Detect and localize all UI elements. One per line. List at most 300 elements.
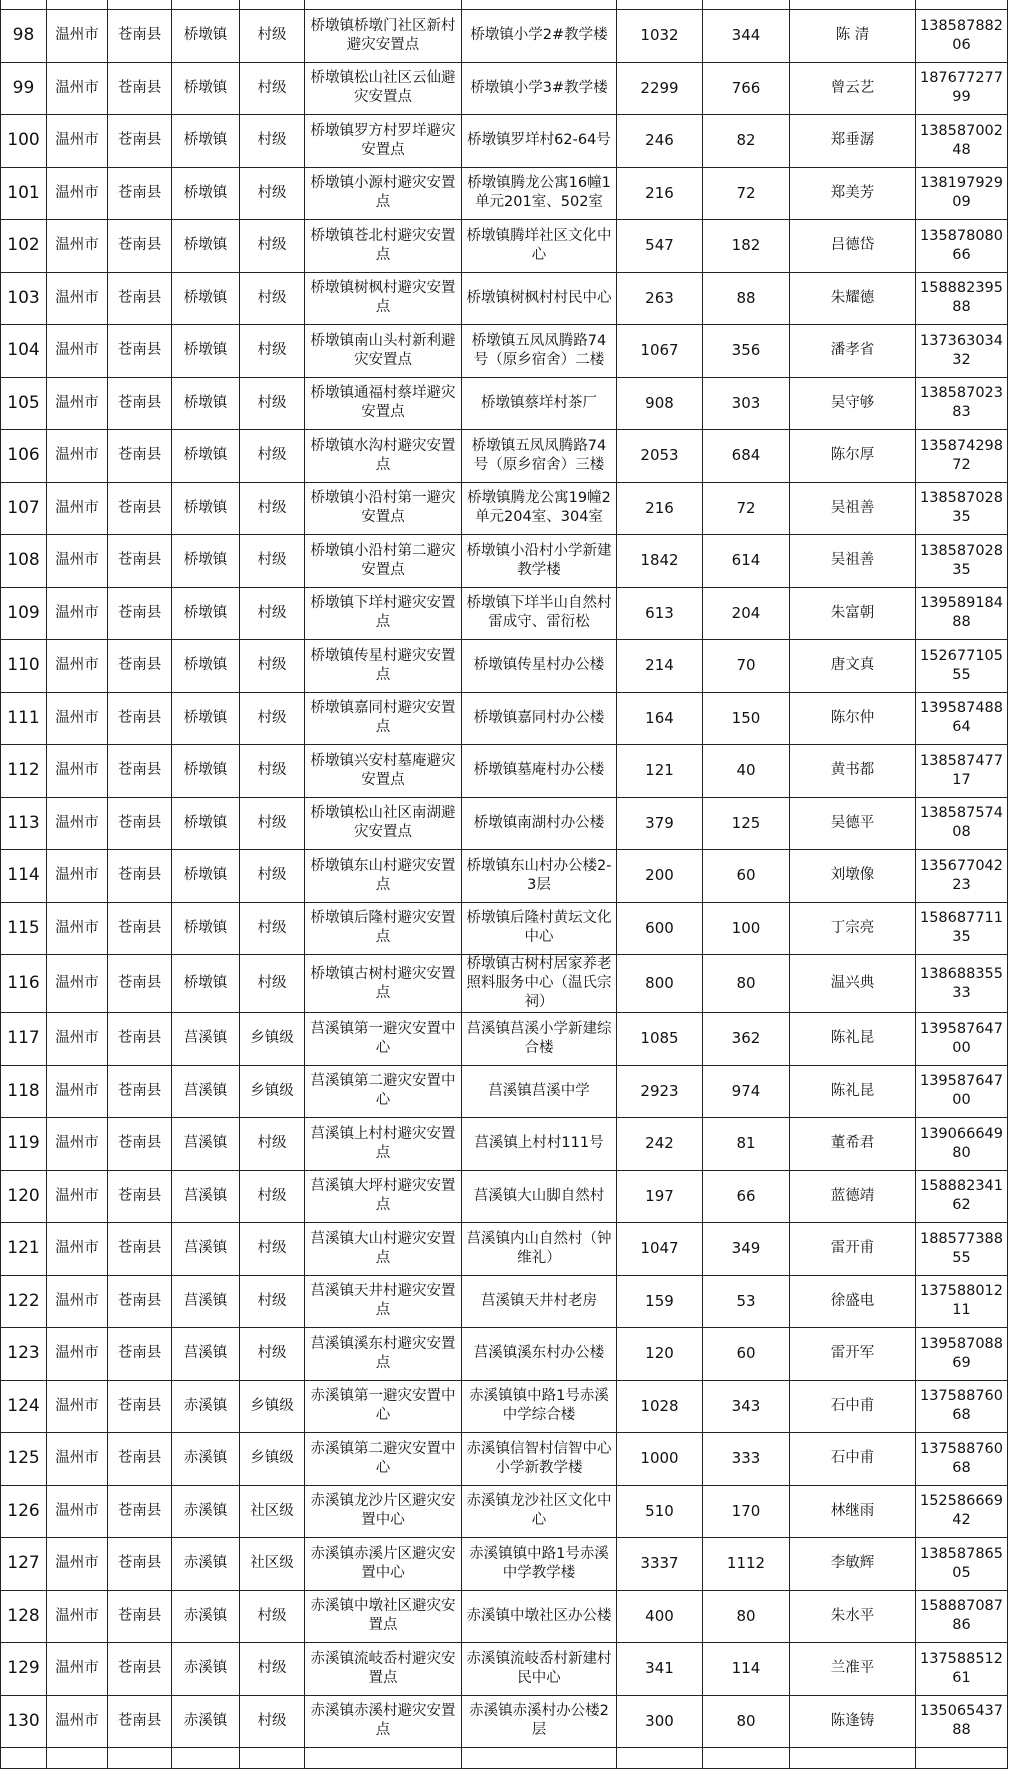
- area-cell: 70: [703, 640, 790, 693]
- row-number-cell: 99: [1, 62, 47, 115]
- phone-cell: 13858702835: [916, 482, 1008, 535]
- phone-cell: 13736303432: [916, 325, 1008, 378]
- level-cell: 村级: [240, 62, 305, 115]
- area-cell: 333: [703, 1433, 790, 1486]
- shelter-name-cell: 桥墩镇下垟村避灾安置点: [305, 587, 462, 640]
- county-cell: 苍南县: [108, 1118, 172, 1171]
- phone-cell: 13868835533: [916, 955, 1008, 1013]
- level-cell: 村级: [240, 850, 305, 903]
- phone-cell: 13906664980: [916, 1118, 1008, 1171]
- city-cell: 温州市: [47, 640, 108, 693]
- town-cell: 莒溪镇: [172, 1065, 240, 1118]
- location-cell: 赤溪镇龙沙社区文化中心: [462, 1485, 617, 1538]
- row-number-cell: 107: [1, 482, 47, 535]
- town-cell: 桥墩镇: [172, 482, 240, 535]
- row-number-cell: 122: [1, 1275, 47, 1328]
- table-row: [1, 325, 1008, 378]
- county-cell: 苍南县: [108, 430, 172, 483]
- table-row: [1, 10, 1008, 63]
- city-cell: 温州市: [47, 535, 108, 588]
- shelter-name-cell: 桥墩镇苍北村避灾安置点: [305, 220, 462, 273]
- area-cell: 40: [703, 745, 790, 798]
- shelter-name-cell: 莒溪镇大坪村避灾安置点: [305, 1170, 462, 1223]
- shelter-name-cell: 桥墩镇古树村避灾安置点: [305, 955, 462, 1013]
- phone-cell: 13958708869: [916, 1328, 1008, 1381]
- phone-cell: 13758851261: [916, 1643, 1008, 1696]
- area-cell: 66: [703, 1170, 790, 1223]
- shelter-name-cell: 桥墩镇通福村蔡垟避灾安置点: [305, 377, 462, 430]
- phone-cell: 13858747717: [916, 745, 1008, 798]
- location-cell: 桥墩镇罗垟村62-64号: [462, 115, 617, 168]
- city-cell: 温州市: [47, 1170, 108, 1223]
- shelter-name-cell: 赤溪镇中墩社区避灾安置点: [305, 1590, 462, 1643]
- table-row: [1, 62, 1008, 115]
- table-row: [1, 1275, 1008, 1328]
- row-number-cell: 120: [1, 1170, 47, 1223]
- city-cell: 温州市: [47, 1695, 108, 1748]
- phone-cell: 13958764700: [916, 1065, 1008, 1118]
- capacity-cell: 216: [617, 167, 703, 220]
- row-number-cell: 102: [1, 220, 47, 273]
- county-cell: 苍南县: [108, 955, 172, 1013]
- level-cell: 村级: [240, 1695, 305, 1748]
- row-number-cell: 130: [1, 1695, 47, 1748]
- capacity-cell: 300: [617, 1695, 703, 1748]
- town-cell: 桥墩镇: [172, 430, 240, 483]
- capacity-cell: 200: [617, 850, 703, 903]
- contact-person-cell: 曾云艺: [790, 62, 916, 115]
- phone-cell: 13587429872: [916, 430, 1008, 483]
- location-cell: 莒溪镇天井村老房: [462, 1275, 617, 1328]
- contact-person-cell: 陈尔厚: [790, 430, 916, 483]
- phone-cell: 15868771135: [916, 902, 1008, 955]
- county-cell: 苍南县: [108, 745, 172, 798]
- row-number-cell: 104: [1, 325, 47, 378]
- contact-person-cell: 朱耀德: [790, 272, 916, 325]
- row-number-cell: 123: [1, 1328, 47, 1381]
- county-cell: 苍南县: [108, 377, 172, 430]
- row-number-cell: 121: [1, 1223, 47, 1276]
- contact-person-cell: 唐文真: [790, 640, 916, 693]
- level-cell: 村级: [240, 377, 305, 430]
- county-cell: 苍南县: [108, 62, 172, 115]
- level-cell: 乡镇级: [240, 1065, 305, 1118]
- town-cell: 莒溪镇: [172, 1170, 240, 1223]
- level-cell: 村级: [240, 10, 305, 63]
- city-cell: 温州市: [47, 797, 108, 850]
- county-cell: 苍南县: [108, 1433, 172, 1486]
- city-cell: 温州市: [47, 692, 108, 745]
- area-cell: 182: [703, 220, 790, 273]
- contact-person-cell: 丁宗亮: [790, 902, 916, 955]
- location-cell: 桥墩镇南湖村办公楼: [462, 797, 617, 850]
- table-row: [1, 1328, 1008, 1381]
- location-cell: 桥墩镇东山村办公楼2-3层: [462, 850, 617, 903]
- capacity-cell: 1028: [617, 1380, 703, 1433]
- area-cell: 343: [703, 1380, 790, 1433]
- town-cell: 桥墩镇: [172, 850, 240, 903]
- row-number-cell: 115: [1, 902, 47, 955]
- table-row-partial-top: [1, 0, 1008, 10]
- county-cell: 苍南县: [108, 1485, 172, 1538]
- county-cell: 苍南县: [108, 1695, 172, 1748]
- row-number-cell: 101: [1, 167, 47, 220]
- location-cell: 赤溪镇赤溪村办公楼2层: [462, 1695, 617, 1748]
- location-cell: 桥墩镇后隆村黄坛文化中心: [462, 902, 617, 955]
- city-cell: 温州市: [47, 1223, 108, 1276]
- location-cell: 桥墩镇腾龙公寓16幢1单元201室、502室: [462, 167, 617, 220]
- row-number-cell: 109: [1, 587, 47, 640]
- phone-cell: 13858788206: [916, 10, 1008, 63]
- location-cell: 莒溪镇溪东村办公楼: [462, 1328, 617, 1381]
- area-cell: 349: [703, 1223, 790, 1276]
- contact-person-cell: 朱水平: [790, 1590, 916, 1643]
- town-cell: 桥墩镇: [172, 535, 240, 588]
- table-row: [1, 1170, 1008, 1223]
- county-cell: 苍南县: [108, 10, 172, 63]
- contact-person-cell: 石中甫: [790, 1433, 916, 1486]
- city-cell: 温州市: [47, 10, 108, 63]
- capacity-cell: 1000: [617, 1433, 703, 1486]
- location-cell: 桥墩镇腾龙公寓19幢2单元204室、304室: [462, 482, 617, 535]
- location-cell: 桥墩镇墓庵村办公楼: [462, 745, 617, 798]
- county-cell: 苍南县: [108, 272, 172, 325]
- location-cell: 赤溪镇镇中路1号赤溪中学教学楼: [462, 1538, 617, 1591]
- shelter-name-cell: 赤溪镇第二避灾安置中心: [305, 1433, 462, 1486]
- city-cell: 温州市: [47, 902, 108, 955]
- shelter-name-cell: 桥墩镇罗方村罗垟避灾安置点: [305, 115, 462, 168]
- contact-person-cell: 陈 清: [790, 10, 916, 63]
- town-cell: 桥墩镇: [172, 115, 240, 168]
- phone-cell: 13958918488: [916, 587, 1008, 640]
- table-row: [1, 535, 1008, 588]
- capacity-cell: 159: [617, 1275, 703, 1328]
- shelter-name-cell: 桥墩镇小沿村第二避灾安置点: [305, 535, 462, 588]
- level-cell: 村级: [240, 1590, 305, 1643]
- city-cell: 温州市: [47, 1118, 108, 1171]
- capacity-cell: 2053: [617, 430, 703, 483]
- shelter-name-cell: 桥墩镇小沿村第一避灾安置点: [305, 482, 462, 535]
- area-cell: 100: [703, 902, 790, 955]
- row-number-cell: 110: [1, 640, 47, 693]
- row-number-cell: 125: [1, 1433, 47, 1486]
- capacity-cell: 197: [617, 1170, 703, 1223]
- capacity-cell: 120: [617, 1328, 703, 1381]
- capacity-cell: 1067: [617, 325, 703, 378]
- level-cell: 村级: [240, 1223, 305, 1276]
- area-cell: 114: [703, 1643, 790, 1696]
- level-cell: 村级: [240, 955, 305, 1013]
- location-cell: 桥墩镇五凤凤腾路74号（原乡宿舍）三楼: [462, 430, 617, 483]
- table-row: [1, 377, 1008, 430]
- county-cell: 苍南县: [108, 692, 172, 745]
- phone-cell: 13506543788: [916, 1695, 1008, 1748]
- table-row: [1, 272, 1008, 325]
- area-cell: 80: [703, 955, 790, 1013]
- capacity-cell: 214: [617, 640, 703, 693]
- town-cell: 赤溪镇: [172, 1485, 240, 1538]
- shelter-name-cell: 桥墩镇东山村避灾安置点: [305, 850, 462, 903]
- shelter-name-cell: 桥墩镇松山社区南湖避灾安置点: [305, 797, 462, 850]
- row-number-cell: 106: [1, 430, 47, 483]
- city-cell: 温州市: [47, 377, 108, 430]
- table-row-partial-bottom: [1, 1748, 1008, 1769]
- phone-cell: 13858702383: [916, 377, 1008, 430]
- location-cell: 赤溪镇信智村信智中心小学新教学楼: [462, 1433, 617, 1486]
- town-cell: 赤溪镇: [172, 1538, 240, 1591]
- phone-cell: 13858700248: [916, 115, 1008, 168]
- town-cell: 桥墩镇: [172, 902, 240, 955]
- shelter-name-cell: 莒溪镇第二避灾安置中心: [305, 1065, 462, 1118]
- shelter-name-cell: 莒溪镇第一避灾安置中心: [305, 1013, 462, 1066]
- phone-cell: 13819792909: [916, 167, 1008, 220]
- level-cell: 村级: [240, 1118, 305, 1171]
- table-row: [1, 640, 1008, 693]
- table-row: [1, 1065, 1008, 1118]
- location-cell: 桥墩镇传星村办公楼: [462, 640, 617, 693]
- capacity-cell: 600: [617, 902, 703, 955]
- contact-person-cell: 吕德岱: [790, 220, 916, 273]
- town-cell: 桥墩镇: [172, 587, 240, 640]
- phone-cell: 15888234162: [916, 1170, 1008, 1223]
- location-cell: 桥墩镇小学3#教学楼: [462, 62, 617, 115]
- contact-person-cell: 朱富朝: [790, 587, 916, 640]
- location-cell: 桥墩镇嘉同村办公楼: [462, 692, 617, 745]
- contact-person-cell: 雷开甫: [790, 1223, 916, 1276]
- county-cell: 苍南县: [108, 1170, 172, 1223]
- location-cell: 莒溪镇上村村111号: [462, 1118, 617, 1171]
- location-cell: 桥墩镇小学2#教学楼: [462, 10, 617, 63]
- table-row: [1, 692, 1008, 745]
- row-number-cell: 103: [1, 272, 47, 325]
- county-cell: 苍南县: [108, 902, 172, 955]
- town-cell: 桥墩镇: [172, 272, 240, 325]
- area-cell: 60: [703, 1328, 790, 1381]
- town-cell: 赤溪镇: [172, 1695, 240, 1748]
- row-number-cell: 128: [1, 1590, 47, 1643]
- county-cell: 苍南县: [108, 1590, 172, 1643]
- phone-cell: 13758876068: [916, 1433, 1008, 1486]
- location-cell: 桥墩镇腾垟社区文化中心: [462, 220, 617, 273]
- table-row: [1, 220, 1008, 273]
- town-cell: 赤溪镇: [172, 1643, 240, 1696]
- capacity-cell: 613: [617, 587, 703, 640]
- row-number-cell: 129: [1, 1643, 47, 1696]
- city-cell: 温州市: [47, 430, 108, 483]
- area-cell: 684: [703, 430, 790, 483]
- table-row: [1, 1433, 1008, 1486]
- row-number-cell: 126: [1, 1485, 47, 1538]
- row-number-cell: 108: [1, 535, 47, 588]
- table-row: [1, 1695, 1008, 1748]
- capacity-cell: 2923: [617, 1065, 703, 1118]
- capacity-cell: 242: [617, 1118, 703, 1171]
- town-cell: 赤溪镇: [172, 1590, 240, 1643]
- shelter-name-cell: 赤溪镇赤溪村避灾安置点: [305, 1695, 462, 1748]
- level-cell: 村级: [240, 535, 305, 588]
- shelter-name-cell: 桥墩镇传星村避灾安置点: [305, 640, 462, 693]
- shelter-name-cell: 桥墩镇小源村避灾安置点: [305, 167, 462, 220]
- capacity-cell: 246: [617, 115, 703, 168]
- row-number-cell: 124: [1, 1380, 47, 1433]
- town-cell: 莒溪镇: [172, 1275, 240, 1328]
- table-row: [1, 115, 1008, 168]
- capacity-cell: 400: [617, 1590, 703, 1643]
- phone-cell: 18767727799: [916, 62, 1008, 115]
- level-cell: 村级: [240, 325, 305, 378]
- capacity-cell: 164: [617, 692, 703, 745]
- shelter-name-cell: 桥墩镇桥墩门社区新村避灾安置点: [305, 10, 462, 63]
- phone-cell: 13858786505: [916, 1538, 1008, 1591]
- area-cell: 303: [703, 377, 790, 430]
- contact-person-cell: 石中甫: [790, 1380, 916, 1433]
- area-cell: 344: [703, 10, 790, 63]
- table-row: [1, 587, 1008, 640]
- contact-person-cell: 兰准平: [790, 1643, 916, 1696]
- area-cell: 204: [703, 587, 790, 640]
- level-cell: 村级: [240, 482, 305, 535]
- shelter-name-cell: 桥墩镇后隆村避灾安置点: [305, 902, 462, 955]
- level-cell: 村级: [240, 115, 305, 168]
- level-cell: 村级: [240, 640, 305, 693]
- location-cell: 赤溪镇镇中路1号赤溪中学综合楼: [462, 1380, 617, 1433]
- county-cell: 苍南县: [108, 587, 172, 640]
- location-cell: 赤溪镇中墩社区办公楼: [462, 1590, 617, 1643]
- area-cell: 356: [703, 325, 790, 378]
- area-cell: 170: [703, 1485, 790, 1538]
- city-cell: 温州市: [47, 1380, 108, 1433]
- county-cell: 苍南县: [108, 115, 172, 168]
- phone-cell: 13958748864: [916, 692, 1008, 745]
- county-cell: 苍南县: [108, 850, 172, 903]
- table-row: [1, 482, 1008, 535]
- town-cell: 桥墩镇: [172, 377, 240, 430]
- phone-cell: 13958764700: [916, 1013, 1008, 1066]
- city-cell: 温州市: [47, 167, 108, 220]
- table-row: [1, 745, 1008, 798]
- table-row: [1, 1485, 1008, 1538]
- level-cell: 村级: [240, 692, 305, 745]
- city-cell: 温州市: [47, 272, 108, 325]
- county-cell: 苍南县: [108, 1223, 172, 1276]
- location-cell: 桥墩镇古树村居家养老照料服务中心（温氏宗祠）: [462, 955, 617, 1013]
- contact-person-cell: 李敏辉: [790, 1538, 916, 1591]
- location-cell: 桥墩镇树枫村村民中心: [462, 272, 617, 325]
- shelter-name-cell: 桥墩镇松山社区云仙避灾安置点: [305, 62, 462, 115]
- area-cell: 81: [703, 1118, 790, 1171]
- row-number-cell: 119: [1, 1118, 47, 1171]
- contact-person-cell: 徐盛电: [790, 1275, 916, 1328]
- table-row: [1, 1223, 1008, 1276]
- contact-person-cell: 刘墩像: [790, 850, 916, 903]
- row-number-cell: 100: [1, 115, 47, 168]
- level-cell: 社区级: [240, 1538, 305, 1591]
- phone-cell: 15258666942: [916, 1485, 1008, 1538]
- row-number-cell: 116: [1, 955, 47, 1013]
- shelter-name-cell: 莒溪镇上村村避灾安置点: [305, 1118, 462, 1171]
- level-cell: 村级: [240, 430, 305, 483]
- level-cell: 社区级: [240, 1485, 305, 1538]
- area-cell: 80: [703, 1695, 790, 1748]
- level-cell: 村级: [240, 1328, 305, 1381]
- table-row: [1, 1380, 1008, 1433]
- capacity-cell: 2299: [617, 62, 703, 115]
- area-cell: 72: [703, 167, 790, 220]
- county-cell: 苍南县: [108, 1275, 172, 1328]
- location-cell: 莒溪镇莒溪中学: [462, 1065, 617, 1118]
- phone-cell: 15888239588: [916, 272, 1008, 325]
- city-cell: 温州市: [47, 587, 108, 640]
- capacity-cell: 1085: [617, 1013, 703, 1066]
- shelter-name-cell: 桥墩镇水沟村避灾安置点: [305, 430, 462, 483]
- phone-cell: 18857738855: [916, 1223, 1008, 1276]
- area-cell: 1112: [703, 1538, 790, 1591]
- contact-person-cell: 董希君: [790, 1118, 916, 1171]
- contact-person-cell: 吴守够: [790, 377, 916, 430]
- city-cell: 温州市: [47, 1065, 108, 1118]
- row-number-cell: 105: [1, 377, 47, 430]
- phone-cell: 15267710555: [916, 640, 1008, 693]
- level-cell: 村级: [240, 587, 305, 640]
- phone-cell: 13858757408: [916, 797, 1008, 850]
- city-cell: 温州市: [47, 1275, 108, 1328]
- phone-cell: 13758876068: [916, 1380, 1008, 1433]
- capacity-cell: 341: [617, 1643, 703, 1696]
- row-number-cell: 111: [1, 692, 47, 745]
- capacity-cell: 1842: [617, 535, 703, 588]
- county-cell: 苍南县: [108, 797, 172, 850]
- level-cell: 村级: [240, 1170, 305, 1223]
- level-cell: 村级: [240, 272, 305, 325]
- table-row: [1, 797, 1008, 850]
- town-cell: 莒溪镇: [172, 1118, 240, 1171]
- county-cell: 苍南县: [108, 1013, 172, 1066]
- city-cell: 温州市: [47, 1485, 108, 1538]
- area-cell: 974: [703, 1065, 790, 1118]
- location-cell: 桥墩镇五凤凤腾路74号（原乡宿舍）二楼: [462, 325, 617, 378]
- location-cell: 莒溪镇莒溪小学新建综合楼: [462, 1013, 617, 1066]
- level-cell: 村级: [240, 745, 305, 798]
- town-cell: 桥墩镇: [172, 325, 240, 378]
- level-cell: 村级: [240, 220, 305, 273]
- city-cell: 温州市: [47, 220, 108, 273]
- county-cell: 苍南县: [108, 482, 172, 535]
- row-number-cell: 98: [1, 10, 47, 63]
- county-cell: 苍南县: [108, 1643, 172, 1696]
- area-cell: 88: [703, 272, 790, 325]
- town-cell: 莒溪镇: [172, 1328, 240, 1381]
- capacity-cell: 547: [617, 220, 703, 273]
- table-row: [1, 902, 1008, 955]
- capacity-cell: 800: [617, 955, 703, 1013]
- row-number-cell: 112: [1, 745, 47, 798]
- contact-person-cell: 温兴典: [790, 955, 916, 1013]
- area-cell: 60: [703, 850, 790, 903]
- county-cell: 苍南县: [108, 167, 172, 220]
- capacity-cell: 216: [617, 482, 703, 535]
- town-cell: 赤溪镇: [172, 1433, 240, 1486]
- table-row: [1, 167, 1008, 220]
- contact-person-cell: 郑垂潺: [790, 115, 916, 168]
- capacity-cell: 510: [617, 1485, 703, 1538]
- city-cell: 温州市: [47, 745, 108, 798]
- city-cell: 温州市: [47, 1538, 108, 1591]
- county-cell: 苍南县: [108, 325, 172, 378]
- contact-person-cell: 黄书都: [790, 745, 916, 798]
- phone-cell: 15888708786: [916, 1590, 1008, 1643]
- town-cell: 桥墩镇: [172, 10, 240, 63]
- table-row: [1, 430, 1008, 483]
